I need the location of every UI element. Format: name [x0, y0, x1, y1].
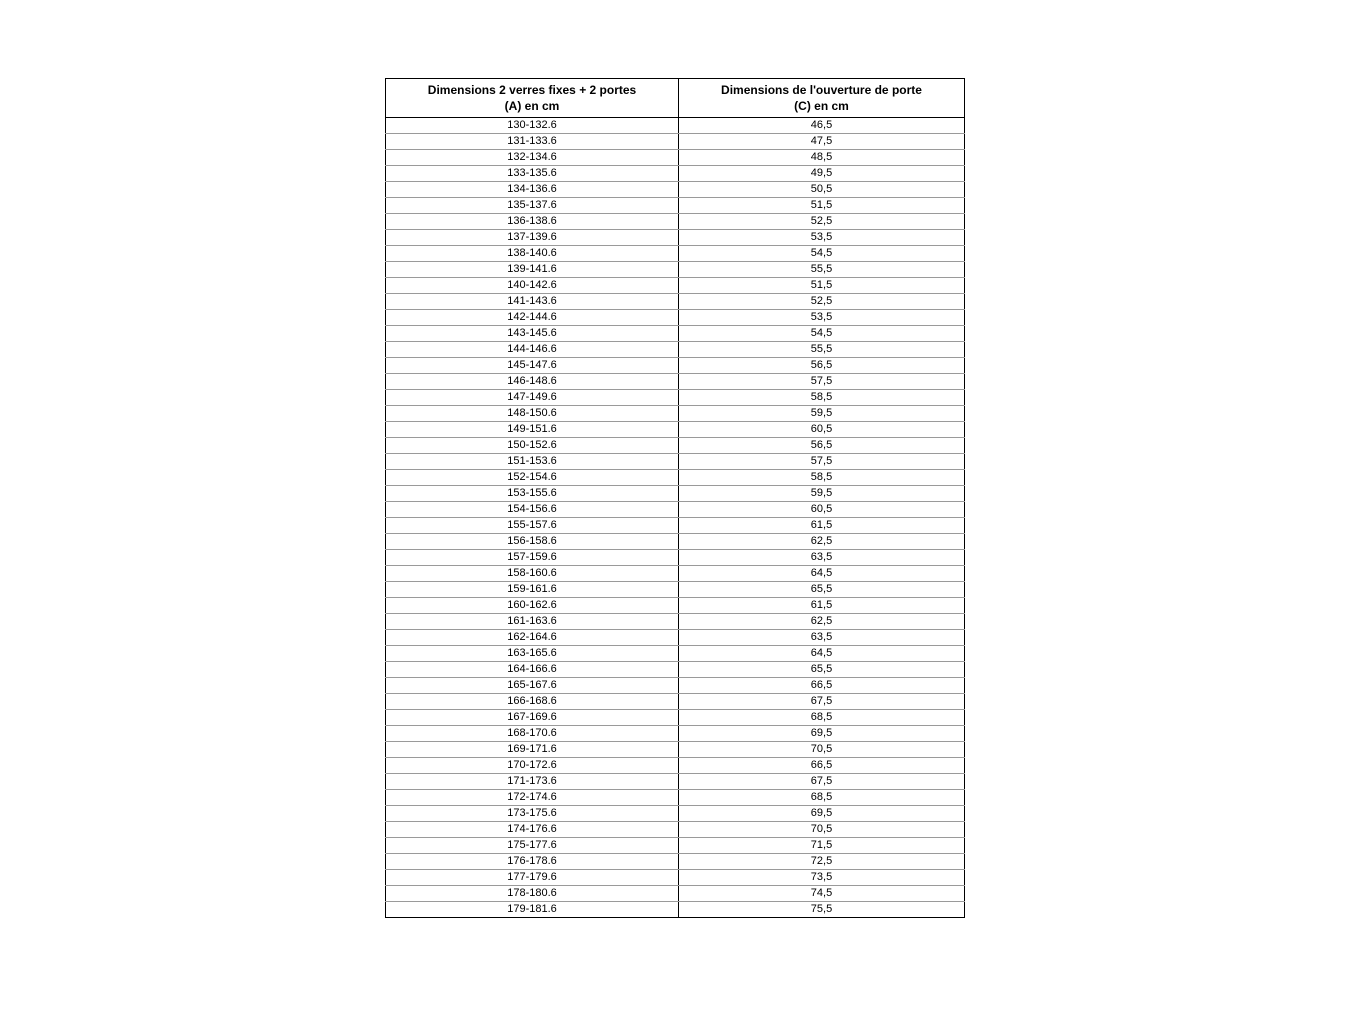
table-row	[386, 422, 965, 438]
header-a-line2: (A) en cm	[504, 99, 560, 113]
table-row	[386, 230, 965, 246]
cell-dimensions-a: 164-166.6	[386, 662, 679, 678]
cell-dimensions-a: 143-145.6	[386, 326, 679, 342]
table-row	[386, 470, 965, 486]
cell-dimensions-a: 177-179.6	[386, 870, 679, 886]
table-row	[386, 246, 965, 262]
cell-dimensions-a: 130-132.6	[386, 118, 679, 134]
cell-dimensions-a: 132-134.6	[386, 150, 679, 166]
cell-dimensions-a: 150-152.6	[386, 438, 679, 454]
cell-dimensions-a: 136-138.6	[386, 214, 679, 230]
table-row	[386, 710, 965, 726]
table-row	[386, 454, 965, 470]
cell-dimensions-a: 173-175.6	[386, 806, 679, 822]
cell-dimensions-a: 166-168.6	[386, 694, 679, 710]
cell-opening-c: 64,5	[679, 566, 965, 582]
cell-opening-c: 69,5	[679, 726, 965, 742]
table-row	[386, 614, 965, 630]
cell-dimensions-a: 151-153.6	[386, 454, 679, 470]
cell-dimensions-a: 165-167.6	[386, 678, 679, 694]
cell-dimensions-a: 162-164.6	[386, 630, 679, 646]
cell-opening-c: 71,5	[679, 838, 965, 854]
table-row	[386, 790, 965, 806]
cell-opening-c: 62,5	[679, 614, 965, 630]
header-opening-c	[679, 79, 965, 118]
table-row	[386, 262, 965, 278]
cell-opening-c: 58,5	[679, 390, 965, 406]
cell-dimensions-a: 179-181.6	[386, 902, 679, 918]
table-row	[386, 838, 965, 854]
cell-opening-c: 53,5	[679, 310, 965, 326]
cell-dimensions-a: 178-180.6	[386, 886, 679, 902]
table-row	[386, 726, 965, 742]
cell-opening-c: 63,5	[679, 630, 965, 646]
table-row	[386, 166, 965, 182]
table-row	[386, 742, 965, 758]
cell-dimensions-a: 142-144.6	[386, 310, 679, 326]
cell-opening-c: 63,5	[679, 550, 965, 566]
table-row	[386, 118, 965, 134]
header-row	[386, 79, 965, 118]
table-row	[386, 678, 965, 694]
cell-dimensions-a: 159-161.6	[386, 582, 679, 598]
cell-dimensions-a: 131-133.6	[386, 134, 679, 150]
cell-opening-c: 70,5	[679, 742, 965, 758]
table-row	[386, 374, 965, 390]
table-row	[386, 358, 965, 374]
cell-dimensions-a: 147-149.6	[386, 390, 679, 406]
cell-opening-c: 69,5	[679, 806, 965, 822]
cell-opening-c: 61,5	[679, 598, 965, 614]
table-row	[386, 886, 965, 902]
cell-dimensions-a: 139-141.6	[386, 262, 679, 278]
cell-opening-c: 67,5	[679, 694, 965, 710]
cell-dimensions-a: 161-163.6	[386, 614, 679, 630]
cell-dimensions-a: 152-154.6	[386, 470, 679, 486]
cell-dimensions-a: 154-156.6	[386, 502, 679, 518]
table-row	[386, 854, 965, 870]
cell-dimensions-a: 172-174.6	[386, 790, 679, 806]
cell-dimensions-a: 175-177.6	[386, 838, 679, 854]
table-row	[386, 438, 965, 454]
cell-opening-c: 50,5	[679, 182, 965, 198]
table-row	[386, 390, 965, 406]
cell-dimensions-a: 156-158.6	[386, 534, 679, 550]
cell-dimensions-a: 176-178.6	[386, 854, 679, 870]
cell-opening-c: 52,5	[679, 214, 965, 230]
cell-opening-c: 52,5	[679, 294, 965, 310]
cell-dimensions-a: 134-136.6	[386, 182, 679, 198]
table-row	[386, 582, 965, 598]
cell-opening-c: 46,5	[679, 118, 965, 134]
cell-opening-c: 64,5	[679, 646, 965, 662]
cell-dimensions-a: 160-162.6	[386, 598, 679, 614]
cell-dimensions-a: 140-142.6	[386, 278, 679, 294]
dimensions-table	[385, 78, 965, 918]
cell-opening-c: 66,5	[679, 678, 965, 694]
table-row	[386, 534, 965, 550]
cell-opening-c: 59,5	[679, 406, 965, 422]
cell-dimensions-a: 148-150.6	[386, 406, 679, 422]
table-row	[386, 294, 965, 310]
table-row	[386, 550, 965, 566]
table-row	[386, 694, 965, 710]
table-row	[386, 758, 965, 774]
table-header	[386, 79, 965, 118]
cell-opening-c: 49,5	[679, 166, 965, 182]
cell-opening-c: 67,5	[679, 774, 965, 790]
cell-dimensions-a: 170-172.6	[386, 758, 679, 774]
cell-opening-c: 56,5	[679, 358, 965, 374]
cell-opening-c: 60,5	[679, 502, 965, 518]
cell-opening-c: 56,5	[679, 438, 965, 454]
cell-opening-c: 53,5	[679, 230, 965, 246]
cell-opening-c: 72,5	[679, 854, 965, 870]
header-c-line2: (C) en cm	[794, 99, 849, 113]
header-dimensions-a	[386, 79, 679, 118]
cell-opening-c: 57,5	[679, 374, 965, 390]
table-row	[386, 326, 965, 342]
table-row	[386, 806, 965, 822]
table-row	[386, 598, 965, 614]
cell-dimensions-a: 155-157.6	[386, 518, 679, 534]
cell-dimensions-a: 135-137.6	[386, 198, 679, 214]
cell-dimensions-a: 146-148.6	[386, 374, 679, 390]
cell-opening-c: 51,5	[679, 278, 965, 294]
cell-dimensions-a: 169-171.6	[386, 742, 679, 758]
table-row	[386, 198, 965, 214]
cell-opening-c: 48,5	[679, 150, 965, 166]
table-row	[386, 486, 965, 502]
table-row	[386, 406, 965, 422]
cell-dimensions-a: 153-155.6	[386, 486, 679, 502]
header-c-line1: Dimensions de l'ouverture de porte	[721, 82, 922, 97]
table-body	[386, 118, 965, 918]
cell-opening-c: 68,5	[679, 790, 965, 806]
cell-opening-c: 58,5	[679, 470, 965, 486]
cell-dimensions-a: 138-140.6	[386, 246, 679, 262]
table-row	[386, 342, 965, 358]
cell-opening-c: 61,5	[679, 518, 965, 534]
cell-dimensions-a: 144-146.6	[386, 342, 679, 358]
cell-opening-c: 65,5	[679, 582, 965, 598]
cell-opening-c: 60,5	[679, 422, 965, 438]
table-row	[386, 566, 965, 582]
table-row	[386, 870, 965, 886]
table-row	[386, 278, 965, 294]
cell-opening-c: 68,5	[679, 710, 965, 726]
cell-dimensions-a: 145-147.6	[386, 358, 679, 374]
table-row	[386, 518, 965, 534]
table-row	[386, 630, 965, 646]
cell-opening-c: 74,5	[679, 886, 965, 902]
cell-dimensions-a: 168-170.6	[386, 726, 679, 742]
cell-opening-c: 54,5	[679, 326, 965, 342]
table-row	[386, 214, 965, 230]
cell-opening-c: 66,5	[679, 758, 965, 774]
cell-opening-c: 62,5	[679, 534, 965, 550]
cell-opening-c: 75,5	[679, 902, 965, 918]
cell-dimensions-a: 163-165.6	[386, 646, 679, 662]
cell-dimensions-a: 174-176.6	[386, 822, 679, 838]
table-row	[386, 502, 965, 518]
table-row	[386, 902, 965, 918]
cell-opening-c: 59,5	[679, 486, 965, 502]
cell-opening-c: 57,5	[679, 454, 965, 470]
cell-dimensions-a: 137-139.6	[386, 230, 679, 246]
cell-dimensions-a: 158-160.6	[386, 566, 679, 582]
header-a-line1: Dimensions 2 verres fixes + 2 portes	[427, 82, 637, 97]
cell-opening-c: 65,5	[679, 662, 965, 678]
table-row	[386, 662, 965, 678]
table-row	[386, 134, 965, 150]
table-row	[386, 182, 965, 198]
cell-dimensions-a: 133-135.6	[386, 166, 679, 182]
table-row	[386, 310, 965, 326]
cell-dimensions-a: 141-143.6	[386, 294, 679, 310]
cell-dimensions-a: 157-159.6	[386, 550, 679, 566]
cell-dimensions-a: 171-173.6	[386, 774, 679, 790]
table-row	[386, 646, 965, 662]
cell-opening-c: 73,5	[679, 870, 965, 886]
cell-opening-c: 51,5	[679, 198, 965, 214]
cell-opening-c: 55,5	[679, 342, 965, 358]
table-row	[386, 150, 965, 166]
table-row	[386, 774, 965, 790]
cell-dimensions-a: 149-151.6	[386, 422, 679, 438]
cell-opening-c: 55,5	[679, 262, 965, 278]
cell-opening-c: 70,5	[679, 822, 965, 838]
cell-opening-c: 54,5	[679, 246, 965, 262]
cell-opening-c: 47,5	[679, 134, 965, 150]
table-row	[386, 822, 965, 838]
cell-dimensions-a: 167-169.6	[386, 710, 679, 726]
